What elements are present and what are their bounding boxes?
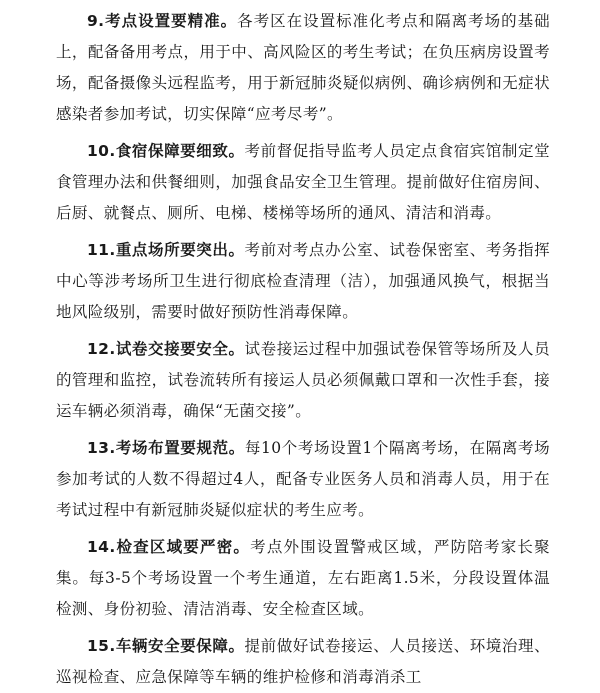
paragraph-item-14 [56, 532, 550, 625]
paragraph-item-13 [56, 433, 550, 526]
item-body: 考点外围设置警戒区域，严防陪考家长聚集。每3-5个考场设置一个考生通道，左右距离1.5米，分段设置体温检测、身份初验、清洁消毒、安全检查区域。 [56, 538, 551, 618]
item-title: 14.检查区域要严密。 [87, 538, 251, 556]
paragraph-item-11 [56, 235, 550, 328]
item-body: 提前做好试卷接运、人员接送、环境治理、巡视检查、应急保障等车辆的维护检修和消毒消杀工 [56, 637, 551, 686]
item-body: 各考区在设置标准化考点和隔离考场的基础上，配备备用考点，用于中、高风险区的考生考试；在负压病房设置考场，配备摄像头远程监考，用于新冠肺炎疑似病例、确诊病例和无症状感染者参加考试，切实保障“应考尽考”。 [56, 12, 550, 123]
item-title: 11.重点场所要突出。 [87, 241, 245, 259]
item-body: 试卷接运过程中加强试卷保管等场所及人员的管理和监控，试卷流转所有接运人员必须佩戴口罩和一次性手套，接运车辆必须消毒，确保“无菌交接”。 [56, 340, 551, 420]
paragraph-item-9 [56, 6, 550, 130]
paragraph-item-10 [56, 136, 550, 229]
item-body: 每10个考场设置1个隔离考场，在隔离考场参加考试的人数不得超过4人，配备专业医务人员和消毒人员，用于在考试过程中有新冠肺炎疑似症状的考生应考。 [56, 439, 550, 519]
item-title: 13.考场布置要规范。 [87, 439, 245, 457]
item-title: 12.试卷交接要安全。 [87, 340, 245, 358]
paragraph-item-15 [56, 631, 550, 693]
paragraph-item-12 [56, 334, 550, 427]
item-title: 10.食宿保障要细致。 [87, 142, 245, 160]
item-body: 考前督促指导监考人员定点食宿宾馆制定堂食管理办法和供餐细则，加强食品安全卫生管理。提前做好住宿房间、后厨、就餐点、厕所、电梯、楼梯等场所的通风、清洁和消毒。 [56, 142, 551, 222]
item-body: 考前对考点办公室、试卷保密室、考务指挥中心等涉考场所卫生进行彻底检查清理（洁），加强通风换气，根据当地风险级别，需要时做好预防性消毒保障。 [56, 241, 551, 321]
item-title: 9.考点设置要精准。 [87, 12, 238, 30]
item-title: 15.车辆安全要保障。 [87, 637, 245, 655]
